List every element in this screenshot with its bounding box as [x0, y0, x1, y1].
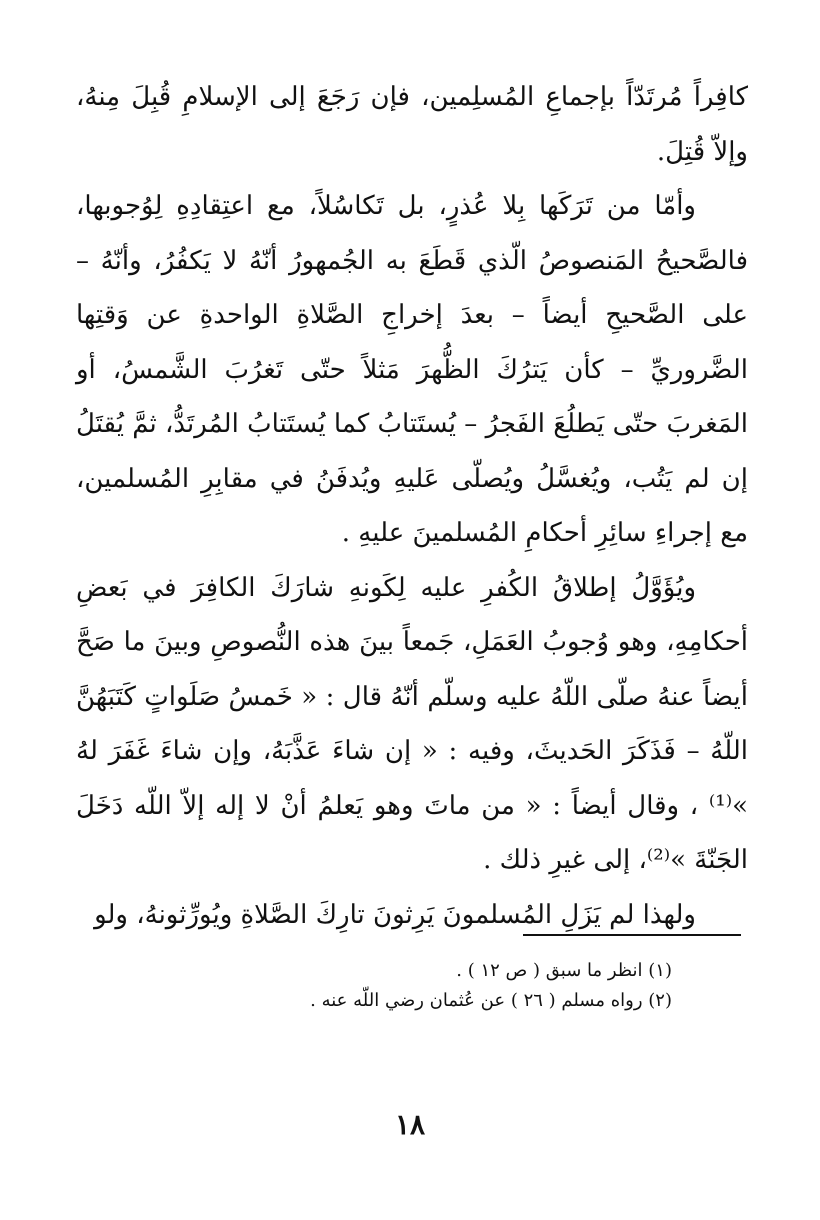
main-text	[76, 70, 748, 942]
footnote-divider	[523, 934, 741, 936]
page-number: ١٨	[394, 1108, 426, 1141]
footnote-1: (١) انظر ما سبق ( ص ١٢ ) .	[456, 960, 672, 981]
footnote-2: (٢) رواه مسلم ( ٢٦ ) عن عُثمان رضي اللّه عنه .	[310, 990, 672, 1011]
paragraph-2: وأمّا من تَرَكَها بِلا عُذرٍ، بل تَكاسُلاً، مع اعتِقادِهِ لِوُجوبها، فالصَّحيحُ المَنصوصُ الّذي قَطَعَ به الجُمهورُ أنّهُ لا يَكفُرُ، وأنّهُ – على الصَّحيحِ أيضاً – بعدَ إخراجِ الصَّلاةِ الواحدةِ عن وَقتِها الضَّروريِّ – كأن يَترُكَ الظُّهرَ مَثلاً حتّى تَغرُبَ الشَّمسُ، أو المَغربَ حتّى يَطلُعَ الفَجرُ – يُستَتابُ كما يُستَتابُ المُرتَدُّ، ثمَّ يُقتَلُ إن لم يَتُب، ويُغسَّلُ ويُصلّى عَليهِ ويُدفَنُ في مقابِرِ المُسلمين، مع إجراءِ سائِرِ أحكامِ المُسلمينَ عليهِ .	[76, 191, 748, 548]
paragraph-1: كافِراً مُرتَدّاً بإجماعِ المُسلِمين، فإن رَجَعَ إلى الإسلامِ قُبِلَ مِنهُ، وإلاّ قُتِلَ.	[76, 82, 748, 167]
footnotes	[150, 956, 672, 1016]
paragraph-4: ولهذا لم يَزَلِ المُسلمونَ يَرِثونَ تارِكَ الصَّلاةِ ويُورِّثونهُ، ولو	[94, 899, 696, 930]
paragraph-3: ويُؤَوَّلُ إطلاقُ الكُفرِ عليه لِكَونهِ شارَكَ الكافِرَ في بَعضِ أحكامِهِ، وهو وُجوبُ العَمَلِ، جَمعاً بينَ هذه النُّصوصِ وبينَ ما صَحَّ أيضاً عنهُ صلّى اللّهُ عليه وسلّم أنّهُ قال : « خَمسُ صَلَواتٍ كَتَبَهُنَّ اللّهُ – فَذَكَرَ الحَديثَ، وفيه : « إن شاءَ عَذَّبَهُ، وإن شاءَ غَفَرَ لهُ »⁽¹⁾ ، وقال أيضاً : « من ماتَ وهو يَعلمُ أنْ لا إله إلاّ اللّه دَخَلَ الجَنّةَ »⁽²⁾، إلى غيرِ ذلك .	[76, 572, 749, 875]
